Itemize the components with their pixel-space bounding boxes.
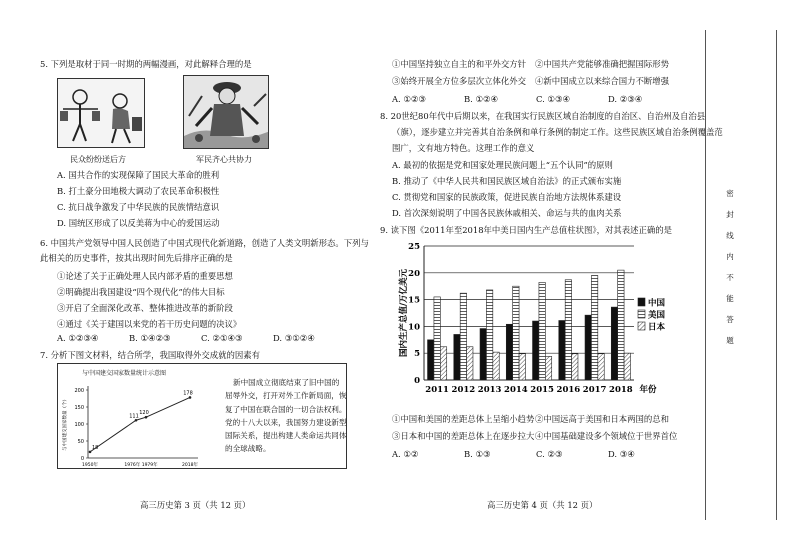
y-axis-label: 国内生产总值/万亿美元 bbox=[399, 268, 409, 358]
seal-char-4: 内 bbox=[726, 252, 734, 261]
bar-日本-2014 bbox=[519, 354, 525, 380]
x-tick-label-2018: 2018 bbox=[609, 385, 633, 395]
bar-美国-2011 bbox=[434, 297, 440, 380]
q6-item-2: ②明确提出我国建设“四个现代化”的伟大目标 bbox=[57, 287, 225, 298]
q6-choice-b: B. ①④②③ bbox=[129, 333, 171, 343]
seal-char-2: 封 bbox=[726, 210, 734, 219]
bar-中国-2011 bbox=[428, 340, 434, 380]
q6-stem-1: 6. 中国共产党领导中国人民创造了中国式现代化新道路，创造了人类文明新形态。下列与 bbox=[40, 238, 369, 248]
footer-left: 高三历史第 3 页（共 12 页） bbox=[140, 500, 251, 510]
question-6 bbox=[40, 237, 369, 265]
q7-point-1976 bbox=[135, 419, 138, 422]
x-tick-label-2016: 2016 bbox=[556, 385, 581, 395]
q7-y-tick-label-150: 150 bbox=[74, 405, 84, 411]
q8-option-d: D. 首次深刻说明了中国各民族休戚相关、命运与共的血肉关系 bbox=[392, 208, 622, 219]
q7-text-line-5: 国际关系，提出构建人类命运共同体 bbox=[225, 431, 347, 441]
q7-choice-d: D. ②③④ bbox=[608, 94, 643, 104]
bar-中国-2013 bbox=[480, 329, 486, 380]
x-tick-label-2015: 2015 bbox=[530, 385, 554, 395]
q7-choice-b: B. ①②④ bbox=[464, 94, 499, 104]
bar-日本-2017 bbox=[598, 354, 604, 380]
bar-中国-2016 bbox=[559, 321, 565, 380]
q7-point-label-1950: 18 bbox=[92, 444, 99, 451]
q9-choice-c: C. ②③ bbox=[536, 449, 563, 459]
bar-日本-2011 bbox=[440, 347, 446, 380]
q9-choice-b: B. ①③ bbox=[464, 449, 491, 459]
legend-label-美国: 美国 bbox=[648, 310, 666, 321]
seal-char-3: 线 bbox=[726, 231, 734, 240]
bar-美国-2014 bbox=[513, 286, 519, 380]
q7-x-tick-label-1950: 1950年 bbox=[82, 463, 98, 468]
q7-point-label-1979: 120 bbox=[139, 410, 149, 417]
legend-label-日本: 日本 bbox=[648, 322, 666, 333]
y-tick-label-20: 20 bbox=[408, 268, 420, 279]
cartoon-right-drawing bbox=[184, 76, 269, 149]
seal-line-text bbox=[720, 190, 740, 358]
x-tick-label-2014: 2014 bbox=[504, 385, 528, 395]
y-tick-label-5: 5 bbox=[414, 349, 420, 360]
bar-美国-2012 bbox=[460, 293, 466, 380]
q6-stem-2: 此相关的历史事件，按其出现时间先后排序正确的是 bbox=[40, 253, 233, 264]
q9-item-2: ②中国远高于美国和日本两国的总和 bbox=[535, 414, 669, 424]
q8-option-b: B. 推动了《中华人民共和国民族区域自治法》的正式颁布实施 bbox=[392, 176, 622, 187]
q8-stem-2: （旗），逐步建立并完善其自治条例和单行条例的制定工作。这些民族区域自治条例覆盖范 bbox=[392, 127, 723, 138]
q7-point-1950 bbox=[89, 451, 92, 454]
question-5 bbox=[40, 58, 252, 71]
bar-日本-2018 bbox=[624, 353, 630, 380]
cartoon-left-drawing bbox=[58, 79, 145, 148]
q7-item-4: ④新中国成立以来综合国力不断增强 bbox=[535, 76, 669, 86]
q7-y-tick-label-200: 200 bbox=[74, 388, 84, 394]
q5-options bbox=[57, 169, 220, 230]
legend-swatch-日本 bbox=[638, 322, 645, 330]
q7-text-line-3: 复了中国在联合国的一切合法权利。 bbox=[225, 404, 347, 414]
seal-char-6: 能 bbox=[726, 294, 734, 303]
q5-stem: 5. 下列是取材于同一时期的两幅漫画，对此解释合理的是 bbox=[40, 59, 252, 69]
q7-item-3: ③始终开展全方位多层次立体化外交 bbox=[392, 76, 526, 86]
cartoon-right bbox=[183, 75, 269, 149]
bar-中国-2014 bbox=[506, 324, 512, 380]
q7-text-line-2: 屈辱外交，打开对外工作新局面，恢 bbox=[225, 391, 347, 401]
legend-swatch-中国 bbox=[638, 298, 645, 306]
seal-char-5: 不 bbox=[726, 273, 734, 282]
x-tick-label-2017: 2017 bbox=[582, 385, 607, 395]
q7-text-line-6: 的全球战略。 bbox=[225, 444, 271, 454]
q9-gdp-bar-chart bbox=[396, 238, 696, 398]
x-axis-label: 年份 bbox=[639, 385, 657, 395]
q7-chart-title: 与中国建交国家数量统计示意图 bbox=[82, 370, 167, 377]
y-tick-label-10: 10 bbox=[408, 322, 420, 333]
q8-option-a: A. 最初的依据是党和国家处理民族问题上“五个认同”的原则 bbox=[392, 160, 613, 170]
q8-option-c: C. 贯彻党和国家的民族政策，促进民族自治地方法规体系建设 bbox=[392, 192, 622, 203]
seal-char-7: 答 bbox=[726, 315, 734, 324]
bar-中国-2018 bbox=[611, 307, 617, 380]
q7-item-2: ②中国共产党能够准确把握国际形势 bbox=[535, 59, 669, 69]
q7-point-label-2018: 178 bbox=[183, 390, 193, 397]
q5-option-a: A. 国共合作的实现保障了国民大革命的胜利 bbox=[57, 170, 220, 180]
q7-x-tick-label-2018: 2018年 bbox=[182, 463, 198, 468]
bar-美国-2015 bbox=[539, 282, 545, 380]
q7-choice-c: C. ①③④ bbox=[536, 94, 570, 104]
q7-point-1979 bbox=[145, 416, 148, 419]
y-tick-label-0: 0 bbox=[414, 376, 420, 386]
q9-item-1: ①中国和美国的差距总体上呈缩小趋势 bbox=[392, 414, 535, 424]
bar-美国-2016 bbox=[565, 280, 571, 380]
q9-item-4: ④中国基础建设多个领域位于世界首位 bbox=[535, 431, 678, 441]
q8-stem-3: 围广，文有地方特色。这理工作的意义 bbox=[392, 143, 535, 154]
cartoon-right-caption: 军民齐心共协力 bbox=[196, 155, 252, 164]
q7-point-2018 bbox=[189, 396, 192, 399]
q7-line-series bbox=[90, 397, 190, 451]
bar-美国-2017 bbox=[591, 275, 597, 380]
q9-item-3: ③日本和中国的差距总体上在逐步拉大 bbox=[392, 431, 535, 441]
q6-choice-c: C. ②①④③ bbox=[201, 333, 243, 343]
q6-item-4: ④通过《关于建国以来党的若干历史问题的决议》 bbox=[57, 319, 242, 330]
x-tick-label-2013: 2013 bbox=[477, 385, 502, 395]
q6-item-3: ③开启了全面深化改革、整体推进改革的新阶段 bbox=[57, 303, 233, 314]
seal-char-1: 密 bbox=[726, 189, 734, 198]
bar-中国-2012 bbox=[454, 334, 460, 380]
q9-choice-a: A. ①② bbox=[392, 449, 419, 459]
x-tick-label-2011: 2011 bbox=[425, 385, 449, 395]
bar-日本-2016 bbox=[572, 354, 578, 380]
q7-x-tick-label-1976-1979: 1976年 1979年 bbox=[124, 463, 158, 468]
legend-label-中国: 中国 bbox=[648, 298, 666, 309]
footer-right: 高三历史第 4 页（共 12 页） bbox=[487, 500, 598, 510]
q7-stem: 7. 分析下图文材料，结合所学，我国取得外交成就的因素有 bbox=[40, 350, 261, 360]
q7-y-tick-label-0: 0 bbox=[80, 456, 84, 462]
q7-y-axis-label: 与中国建交国家数量（个） bbox=[63, 397, 68, 451]
y-tick-label-15: 15 bbox=[408, 295, 420, 306]
cartoon-left bbox=[57, 78, 145, 148]
seal-line-margin bbox=[705, 30, 777, 520]
q7-text-line-1: 新中国成立彻底结束了旧中国的 bbox=[233, 378, 340, 387]
q7-item-1: ①中国坚持独立自主的和平外交方针 bbox=[392, 59, 526, 69]
cartoon-left-caption: 民众纷纷送后方 bbox=[70, 155, 126, 164]
y-tick-label-25: 25 bbox=[408, 242, 420, 252]
bar-美国-2013 bbox=[486, 290, 492, 380]
bar-中国-2017 bbox=[585, 315, 591, 380]
q9-choice-d: D. ③④ bbox=[608, 449, 635, 459]
bar-日本-2012 bbox=[467, 347, 473, 380]
legend-swatch-美国 bbox=[638, 310, 645, 318]
q6-choice-d: D. ③①②④ bbox=[273, 333, 315, 343]
q8-options bbox=[392, 159, 622, 220]
x-tick-label-2012: 2012 bbox=[451, 385, 476, 395]
q6-item-1: ①论述了关于正确处理人民内部矛盾的重要思想 bbox=[57, 271, 233, 281]
q7-choice-a: A. ①②③ bbox=[392, 94, 426, 104]
bar-日本-2015 bbox=[545, 356, 551, 380]
bar-日本-2013 bbox=[493, 352, 499, 380]
q6-choice-a: A. ①②③④ bbox=[57, 333, 99, 343]
q9-stem: 9. 读下图《2011年至2018年中美日国内生产总值柱状图》，对其表述正确的是 bbox=[380, 225, 672, 235]
q7-line-chart bbox=[58, 378, 218, 468]
q6-items bbox=[57, 270, 241, 331]
question-9 bbox=[380, 224, 672, 237]
q5-option-b: B. 打土豪分田地极大调动了农民革命积极性 bbox=[57, 186, 220, 197]
question-8 bbox=[380, 110, 723, 155]
q7-y-tick-label-50: 50 bbox=[77, 439, 84, 445]
q5-option-d: D. 国统区形成了以反美蒋为中心的爱国运动 bbox=[57, 218, 220, 229]
q5-option-c: C. 抗日战争激发了中华民族的民族情结意识 bbox=[57, 202, 220, 213]
q8-stem-1: 8. 20世纪80年代中后期以来，在我国实行民族区域自治制度的自治区、自治州及自治县 bbox=[380, 111, 706, 121]
bar-中国-2015 bbox=[533, 321, 539, 380]
question-7 bbox=[40, 349, 260, 362]
q7-point-label-1976: 111 bbox=[129, 413, 139, 420]
q7-text-line-4: 党的十八大以来，我国努力建设新型 bbox=[225, 417, 347, 427]
q7-text bbox=[225, 376, 347, 456]
bar-美国-2018 bbox=[618, 270, 624, 380]
q7-y-tick-label-100: 100 bbox=[74, 422, 84, 428]
seal-char-8: 题 bbox=[726, 336, 734, 345]
